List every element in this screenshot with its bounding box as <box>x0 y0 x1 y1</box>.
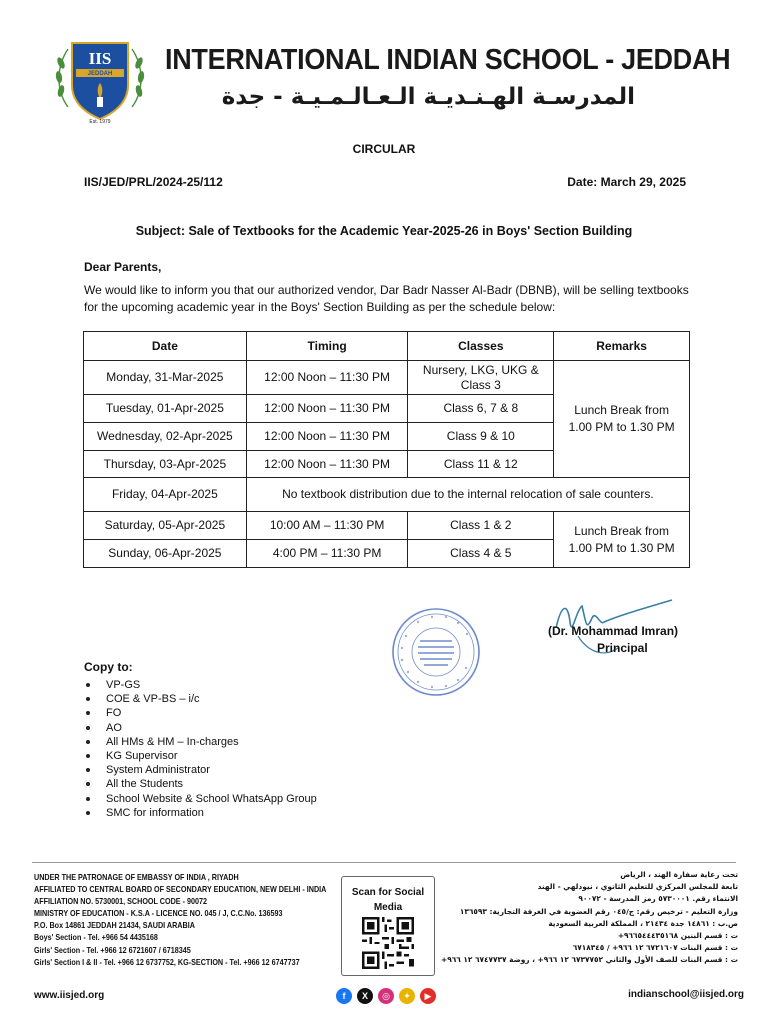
facebook-icon[interactable]: f <box>336 988 352 1004</box>
circular-date: Date: March 29, 2025 <box>567 175 686 189</box>
classes-cell: Class 9 & 10 <box>408 423 554 451</box>
footer-line: UNDER THE PATRONAGE OF EMBASSY OF INDIA , RIYADH <box>34 872 239 882</box>
footer-line: AFFILIATED TO CENTRAL BOARD OF SECONDARY EDUCATION, NEW DELHI - INDIA <box>34 884 327 895</box>
list-item: School Website & School WhatsApp Group <box>84 792 317 806</box>
column-header: Timing <box>246 332 408 361</box>
circular-title: CIRCULAR <box>352 142 416 156</box>
social-icons <box>336 988 436 1004</box>
date-cell: Monday, 31-Mar-2025 <box>84 361 247 395</box>
list-item: FO <box>84 706 317 720</box>
logo-text: IIS <box>88 49 112 68</box>
timing-cell: 4:00 PM – 11:30 PM <box>246 540 408 568</box>
signer-title: Principal <box>597 641 648 655</box>
column-header: Remarks <box>554 332 690 361</box>
footer-line-ar: ت : قسم البنات ٦٧٢١٦٠٧ ١٢ ٩٦٦+ / ٦٧١٨٣٤٥ <box>572 943 738 953</box>
youtube-icon[interactable]: ▶ <box>420 988 436 1004</box>
schedule-table <box>83 331 690 568</box>
logo-sub: JEDDAH <box>87 71 113 77</box>
list-item: System Administrator <box>84 763 317 777</box>
classes-cell: Nursery, LKG, UKG & Class 3 <box>408 361 554 395</box>
table-row <box>84 478 690 512</box>
logo-est: Est. 1979 <box>89 119 111 125</box>
list-item: VP-GS <box>84 678 317 692</box>
footer-line: MINISTRY OF EDUCATION - K.S.A - LICENCE NO. 045 / J, C.C.No. 136593 <box>34 908 283 919</box>
classes-cell: Class 4 & 5 <box>408 540 554 568</box>
date-cell: Tuesday, 01-Apr-2025 <box>84 395 247 423</box>
copy-to-title: Copy to: <box>84 660 133 674</box>
signer-name: (Dr. Mohammad Imran) <box>548 624 679 638</box>
table-row <box>84 361 690 395</box>
x-icon[interactable]: X <box>357 988 373 1004</box>
list-item: SMC for information <box>84 806 317 820</box>
footer-line-ar: ت : قسم البنات للصف الأول والثاني ٦٧٣٧٧٥٢ ١٢ ٩٦٦+ ، روضة ٦٧٤٧٧٣٧ ١٢ ٩٦٦+ <box>441 955 738 965</box>
instagram-icon[interactable]: ◎ <box>378 988 394 1004</box>
footer-line-ar: ص.ب : ١٤٨٦١ جدة ٢١٤٣٤ ، المملكة العربية السعودية <box>548 918 738 928</box>
footer-line: Girls' Section - Tel. +966 12 6721607 / 6718345 <box>34 944 191 955</box>
snapchat-icon[interactable]: ✦ <box>399 988 415 1004</box>
classes-cell: Class 6, 7 & 8 <box>408 395 554 423</box>
copy-to-list <box>84 678 317 820</box>
footer-line: Girls' Section I & II - Tel. +966 12 6737752, KG-SECTION - Tel. +966 12 6747737 <box>34 956 300 967</box>
timing-cell: 12:00 Noon – 11:30 PM <box>246 361 408 395</box>
column-header: Date <box>84 332 247 361</box>
footer-line-ar: الانتماء رقم. ٥٧٣٠٠٠١ رمز المدرسة - ٩٠٠٧٢ <box>578 894 738 904</box>
list-item: KG Supervisor <box>84 749 317 763</box>
table-row <box>84 512 690 540</box>
footer-line-ar: وزارة التعليم - ترخيص رقم: ج/٠٤٥ رقم العضوية في الغرفة التجارية: ١٣٦٥٩٣ <box>459 906 738 916</box>
footer-line-ar: تابعة للمجلس المركزي للتعليم الثانوي ، نيودلهي - الهند <box>537 882 738 892</box>
school-name: INTERNATIONAL INDIAN SCHOOL - JEDDAH <box>165 44 731 76</box>
date-cell: Wednesday, 02-Apr-2025 <box>84 423 247 451</box>
list-item: AO <box>84 721 317 735</box>
body-paragraph: We would like to inform you that our authorized vendor, Dar Badr Nasser Al-Badr (DBNB), will be selling textbooks for the upcoming academic year in the Boys' Section Building as per the schedule below: <box>84 283 689 314</box>
timing-cell: 10:00 AM – 11:30 PM <box>246 512 408 540</box>
list-item: All the Students <box>84 777 317 791</box>
timing-cell: 12:00 Noon – 11:30 PM <box>246 451 408 478</box>
footer-line: AFFILIATION NO. 5730001, SCHOOL CODE - 90072 <box>34 896 208 907</box>
footer-line: P.O. Box 14861 JEDDAH 21434, SAUDI ARABIA <box>34 920 195 931</box>
note-cell: No textbook distribution due to the internal relocation of sale counters. <box>246 478 689 512</box>
footer-line-ar: ت : قسم البنين ٩٦٦٥٤٤٤٣٥١٦٨+ <box>617 931 738 941</box>
salutation: Dear Parents, <box>84 260 162 274</box>
school-seal-stamp <box>388 606 484 698</box>
scan-label: Scan for Social Media <box>351 887 425 913</box>
circular-subject: Subject: Sale of Textbooks for the Academic Year-2025-26 in Boys' Section Building <box>135 224 633 238</box>
column-header: Classes <box>408 332 554 361</box>
footer-english-details <box>34 871 326 968</box>
list-item: All HMs & HM – In-charges <box>84 735 317 749</box>
school-name-arabic: المدرسـة الهـنـديـة الـعـالـمـيـة - جدة <box>221 84 635 110</box>
qr-code[interactable] <box>362 917 414 969</box>
table-header-row <box>84 332 690 361</box>
classes-cell: Class 11 & 12 <box>408 451 554 478</box>
website-link[interactable]: www.iisjed.org <box>34 990 105 1001</box>
reference-number: IIS/JED/PRL/2024-25/112 <box>84 175 223 189</box>
remarks-cell: Lunch Break from 1.00 PM to 1.30 PM <box>554 512 690 568</box>
date-cell: Saturday, 05-Apr-2025 <box>84 512 247 540</box>
school-logo <box>52 33 148 125</box>
footer-line: Boys' Section - Tel. +966 54 4435168 <box>34 932 158 943</box>
list-item: COE & VP-BS – i/c <box>84 692 317 706</box>
footer-divider <box>32 862 736 863</box>
timing-cell: 12:00 Noon – 11:30 PM <box>246 395 408 423</box>
date-cell: Thursday, 03-Apr-2025 <box>84 451 247 478</box>
email-link[interactable]: indianschool@iisjed.org <box>628 989 744 1000</box>
date-cell: Friday, 04-Apr-2025 <box>84 478 247 512</box>
footer-line-ar: تحت رعاية سفارة الهند ، الرياض <box>620 870 738 879</box>
remarks-cell: Lunch Break from 1.00 PM to 1.30 PM <box>554 361 690 478</box>
classes-cell: Class 1 & 2 <box>408 512 554 540</box>
timing-cell: 12:00 Noon – 11:30 PM <box>246 423 408 451</box>
footer-arabic-details <box>438 869 738 967</box>
date-cell: Sunday, 06-Apr-2025 <box>84 540 247 568</box>
